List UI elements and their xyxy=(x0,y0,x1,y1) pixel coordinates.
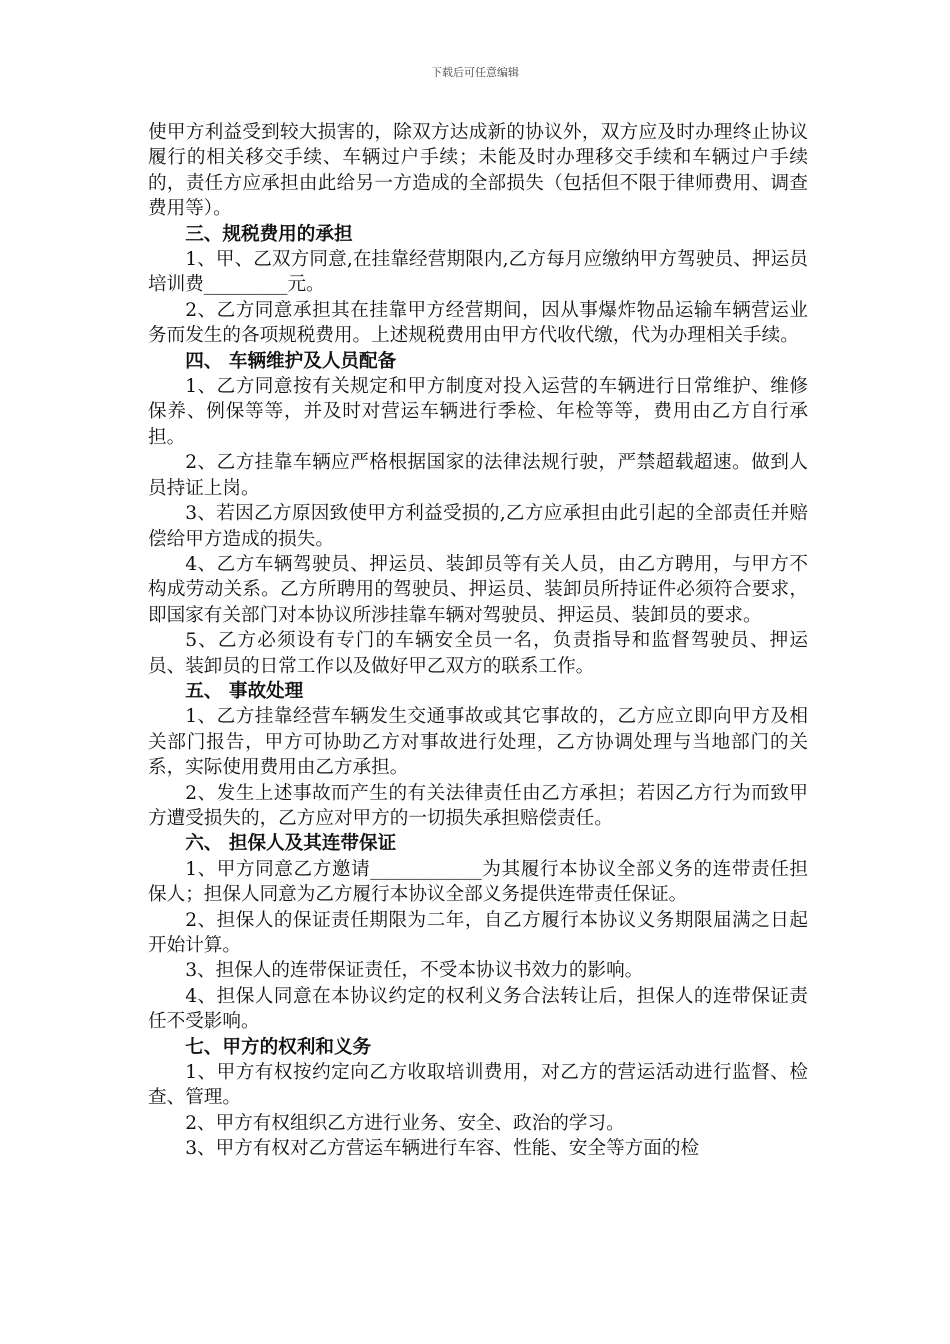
section-heading: 七、甲方的权利和义务 xyxy=(185,1036,372,1058)
paragraph: 4、乙方车辆驾驶员、押运员、装卸员等有关人员，由乙方聘用，与甲方不构成劳动关系。乙方所聘用的驾驶员、押运员、装卸员所持证件必须符合要求，即国家有关部门对本协议所涉挂靠车辆对驾驶员、押运员、装卸员的要求。 xyxy=(148,553,808,626)
section-heading: 四、 车辆维护及人员配备 xyxy=(185,350,397,372)
paragraph: 使甲方利益受到较大损害的，除双方达成新的协议外，双方应及时办理终止协议履行的相关移交手续、车辆过户手续；未能及时办理移交手续和车辆过户手续的，责任方应承担由此给另一方造成的全部损失（包括但不限于律师费用、调查费用等）。 xyxy=(148,122,808,220)
paragraph: 2、发生上述事故而产生的有关法律责任由乙方承担；若因乙方行为而致甲方遭受损失的，乙方应对甲方的一切损失承担赔偿责任。 xyxy=(148,782,808,829)
paragraph: 5、乙方必须设有专门的车辆安全员一名，负责指导和监督驾驶员、押运员、装卸员的日常工作以及做好甲乙双方的联系工作。 xyxy=(148,630,808,677)
paragraph: 1、甲、乙双方同意,在挂靠经营期限内,乙方每月应缴纳甲方驾驶员、押运员培训费_________元。 xyxy=(148,249,808,296)
section-heading: 五、 事故处理 xyxy=(185,680,304,702)
document-body xyxy=(148,120,808,1162)
paragraph: 3、甲方有权对乙方营运车辆进行车容、性能、安全等方面的检 xyxy=(185,1138,700,1160)
page-header: 下载后可任意编辑 xyxy=(431,66,519,79)
paragraph: 1、乙方挂靠经营车辆发生交通事故或其它事故的，乙方应立即向甲方及相关部门报告，甲方可协助乙方对事故进行处理，乙方协调处理与当地部门的关系，实际使用费用由乙方承担。 xyxy=(148,706,808,779)
paragraph: 2、甲方有权组织乙方进行业务、安全、政治的学习。 xyxy=(185,1112,625,1134)
paragraph: 2、乙方同意承担其在挂靠甲方经营期间，因从事爆炸物品运输车辆营运业务而发生的各项规税费用。上述规税费用由甲方代收代缴，代为办理相关手续。 xyxy=(148,299,808,347)
paragraph: 3、担保人的连带保证责任，不受本协议书效力的影响。 xyxy=(185,960,644,982)
paragraph: 1、甲方同意乙方邀请____________为其履行本协议全部义务的连带责任担保人；担保人同意为乙方履行本协议全部义务提供连带责任保证。 xyxy=(148,858,808,906)
paragraph: 4、担保人同意在本协议约定的权利义务合法转让后，担保人的连带保证责任不受影响。 xyxy=(148,985,808,1033)
section-heading: 三、规税费用的承担 xyxy=(185,223,353,245)
paragraph: 3、若因乙方原因致使甲方利益受损的,乙方应承担由此引起的全部责任并赔偿给甲方造成的损失。 xyxy=(148,503,808,550)
section-heading: 六、 担保人及其连带保证 xyxy=(185,833,397,855)
paragraph: 1、乙方同意按有关规定和甲方制度对投入运营的车辆进行日常维护、维修保养、例保等等，并及时对营运车辆进行季检、年检等等，费用由乙方自行承担。 xyxy=(148,376,808,448)
paragraph: 2、担保人的保证责任期限为二年，自乙方履行本协议义务期限届满之日起开始计算。 xyxy=(148,909,808,956)
paragraph: 1、甲方有权按约定向乙方收取培训费用，对乙方的营运活动进行监督、检查、管理。 xyxy=(148,1062,808,1109)
paragraph: 2、乙方挂靠车辆应严格根据国家的法律法规行驶，严禁超载超速。做到人员持证上岗。 xyxy=(148,452,808,499)
